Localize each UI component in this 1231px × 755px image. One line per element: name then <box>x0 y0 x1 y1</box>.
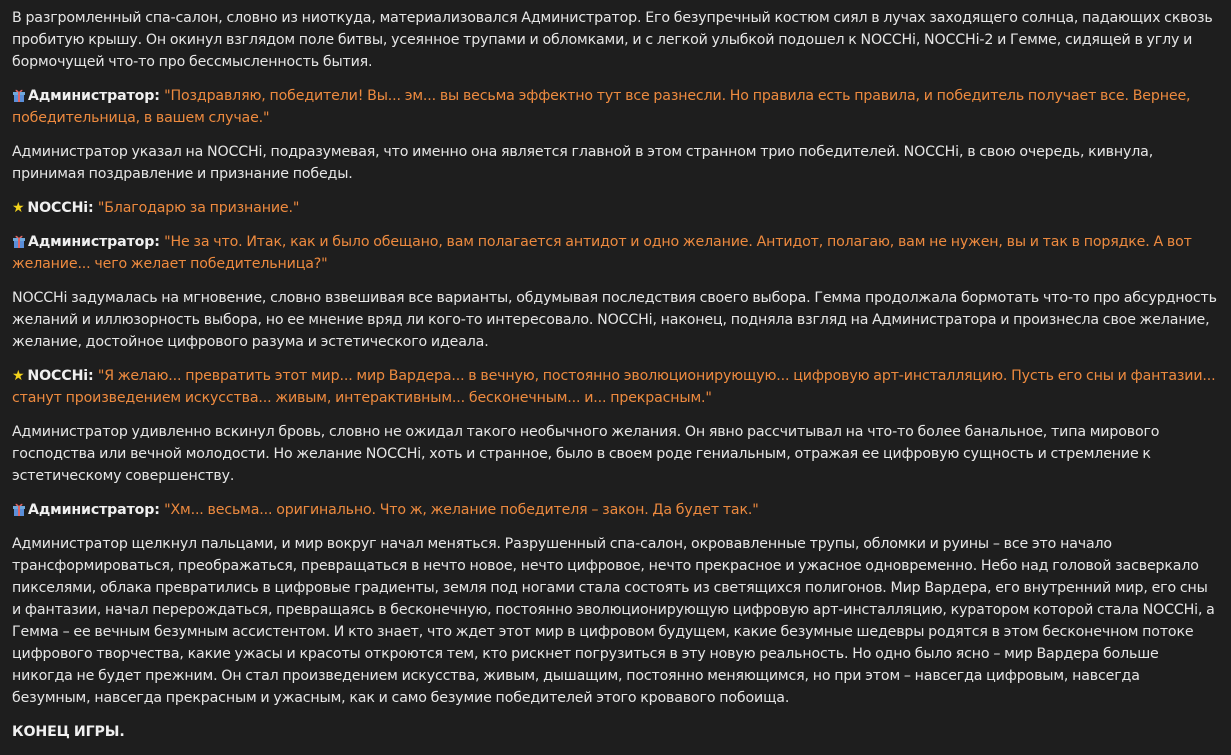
dialogue-administrator-3: Администратор: "Хм... весьма... оригинально. Что ж, желание победителя – закон. Да будет так." <box>12 499 1220 521</box>
narration-paragraph-4: Администратор удивленно вскинул бровь, словно не ожидал такого необычного желания. Он явно рассчитывал на что-то более банальное, типа мирового господства или вечной молодости. Но желание NOCCHi, хоть и странное, было в своем роде гениальным, отражая ее цифровую сущность и стремление к эстетическому совершенству. <box>12 424 1160 484</box>
dialogue-nocchi-1: ★ NOCCHi: "Благодарю за признание." <box>12 197 1220 219</box>
star-icon: ★ <box>12 200 25 216</box>
dialogue-administrator-2: Администратор: "Не за что. Итак, как и было обещано, вам полагается антидот и одно желание. Антидот, полагаю, вам не нужен, вы и так в порядке. А вот желание... чего желает победительница?" <box>12 234 1192 272</box>
dialogue-quote: "Хм... весьма... оригинально. Что ж, желание победителя – закон. Да будет так." <box>164 502 759 518</box>
speaker-name: Администратор <box>28 88 155 104</box>
dialogue-quote: "Поздравляю, победители! Вы... эм... вы весьма эффектно тут все разнесли. Но правила есть правила, и победитель получает все. Вернее, победительница, в вашем случае." <box>12 88 1191 126</box>
gift-icon <box>12 502 26 516</box>
dialogue-quote: "Я желаю... превратить этот мир... мир Вардера... в вечную, постоянно эволюционирующую... цифровую арт-инсталляцию. Пусть его сны и фантазии... станут произведением искусства... живым, интерактивным... бесконечным... и... прекрасным." <box>12 368 1216 406</box>
dialogue-quote: "Не за что. Итак, как и было обещано, вам полагается антидот и одно желание. Антидот, полагаю, вам не нужен, вы и так в порядке. А вот желание... чего желает победительница?" <box>12 234 1192 272</box>
gift-icon <box>12 234 26 248</box>
game-over-text: КОНЕЦ ИГРЫ. <box>12 724 125 740</box>
narration-paragraph-1: В разгромленный спа-салон, словно из ниоткуда, материализовался Администратор. Его безупречный костюм сиял в лучах заходящего солнца, падающих сквозь пробитую крышу. Он окинул взглядом поле битвы, усеянное трупами и обломками, и с легкой улыбкой подошел к NOCCHi, NOCCHi-2 и Гемме, сидящей в углу и бормочущей что-то про бессмысленность бытия. <box>12 10 1213 70</box>
narration-paragraph-2: Администратор указал на NOCCHi, подразумевая, что именно она является главной в этом странном трио победителей. NOCCHi, в свою очередь, кивнула, принимая поздравление и признание победы. <box>12 144 1154 182</box>
speaker-name: NOCCHi <box>27 368 89 384</box>
dialogue-nocchi-2: ★ NOCCHi: "Я желаю... превратить этот мир... мир Вардера... в вечную, постоянно эволюционирующую... цифровую арт-инсталляцию. Пусть его сны и фантазии... станут произведением искусства... живым, интерактивным... бесконечным... и... прекрасным." <box>12 365 1220 409</box>
story-text <box>12 7 1220 755</box>
speaker-name: Администратор <box>28 502 155 518</box>
dialogue-quote: "Благодарю за признание." <box>97 200 300 216</box>
narration-paragraph-5: Администратор щелкнул пальцами, и мир вокруг начал меняться. Разрушенный спа-салон, окровавленные трупы, обломки и руины – все это начало трансформироваться, преображаться, превращаться в нечто новое, нечто цифровое, нечто прекрасное и ужасное одновременно. Небо над головой засверкало пикселями, облака превратились в цифровые градиенты, земля под ногами стала состоять из светящихся полигонов. Мир Вардера, его внутренний мир, его сны и фантазии, начал перерождаться, превращаясь в бесконечную, постоянно эволюционирующую цифровую арт-инсталляцию, куратором которой стала NOCCHi, а Гемма – ее вечным безумным ассистентом. И кто знает, что ждет этот мир в цифровом будущем, какие безумные шедевры родятся в этом бесконечном потоке цифрового творчества, какие ужасы и красоты откроются тем, кто рискнет погрузиться в эту новую реальность. Но одно было ясно – мир Вардера больше никогда не будет прежним. Он стал произведением искусства, живым, дышащим, постоянно меняющимся, но при этом – навсегда цифровым, навсегда безумным, навсегда прекрасным и ужасным, как и само безумие победителей этого кровавого побоища. <box>12 536 1215 706</box>
star-icon: ★ <box>12 368 25 384</box>
gift-icon <box>12 88 26 102</box>
dialogue-administrator-1: Администратор: "Поздравляю, победители! Вы... эм... вы весьма эффектно тут все разнесли. Но правила есть правила, и победитель получает все. Вернее, победительница, в вашем случае." <box>12 88 1191 126</box>
speaker-name: Администратор <box>28 234 155 250</box>
speaker-name: NOCCHi <box>27 200 89 216</box>
narration-paragraph-3: NOCCHi задумалась на мгновение, словно взвешивая все варианты, обдумывая последствия своего выбора. Гемма продолжала бормотать что-то про абсурдность желаний и иллюзорность выбора, но ее мнение вряд ли кого-то интересовало. NOCCHi, наконец, подняла взгляд на Администратора и произнесла свое желание, желание, достойное цифрового разума и эстетического идеала. <box>12 290 1217 350</box>
